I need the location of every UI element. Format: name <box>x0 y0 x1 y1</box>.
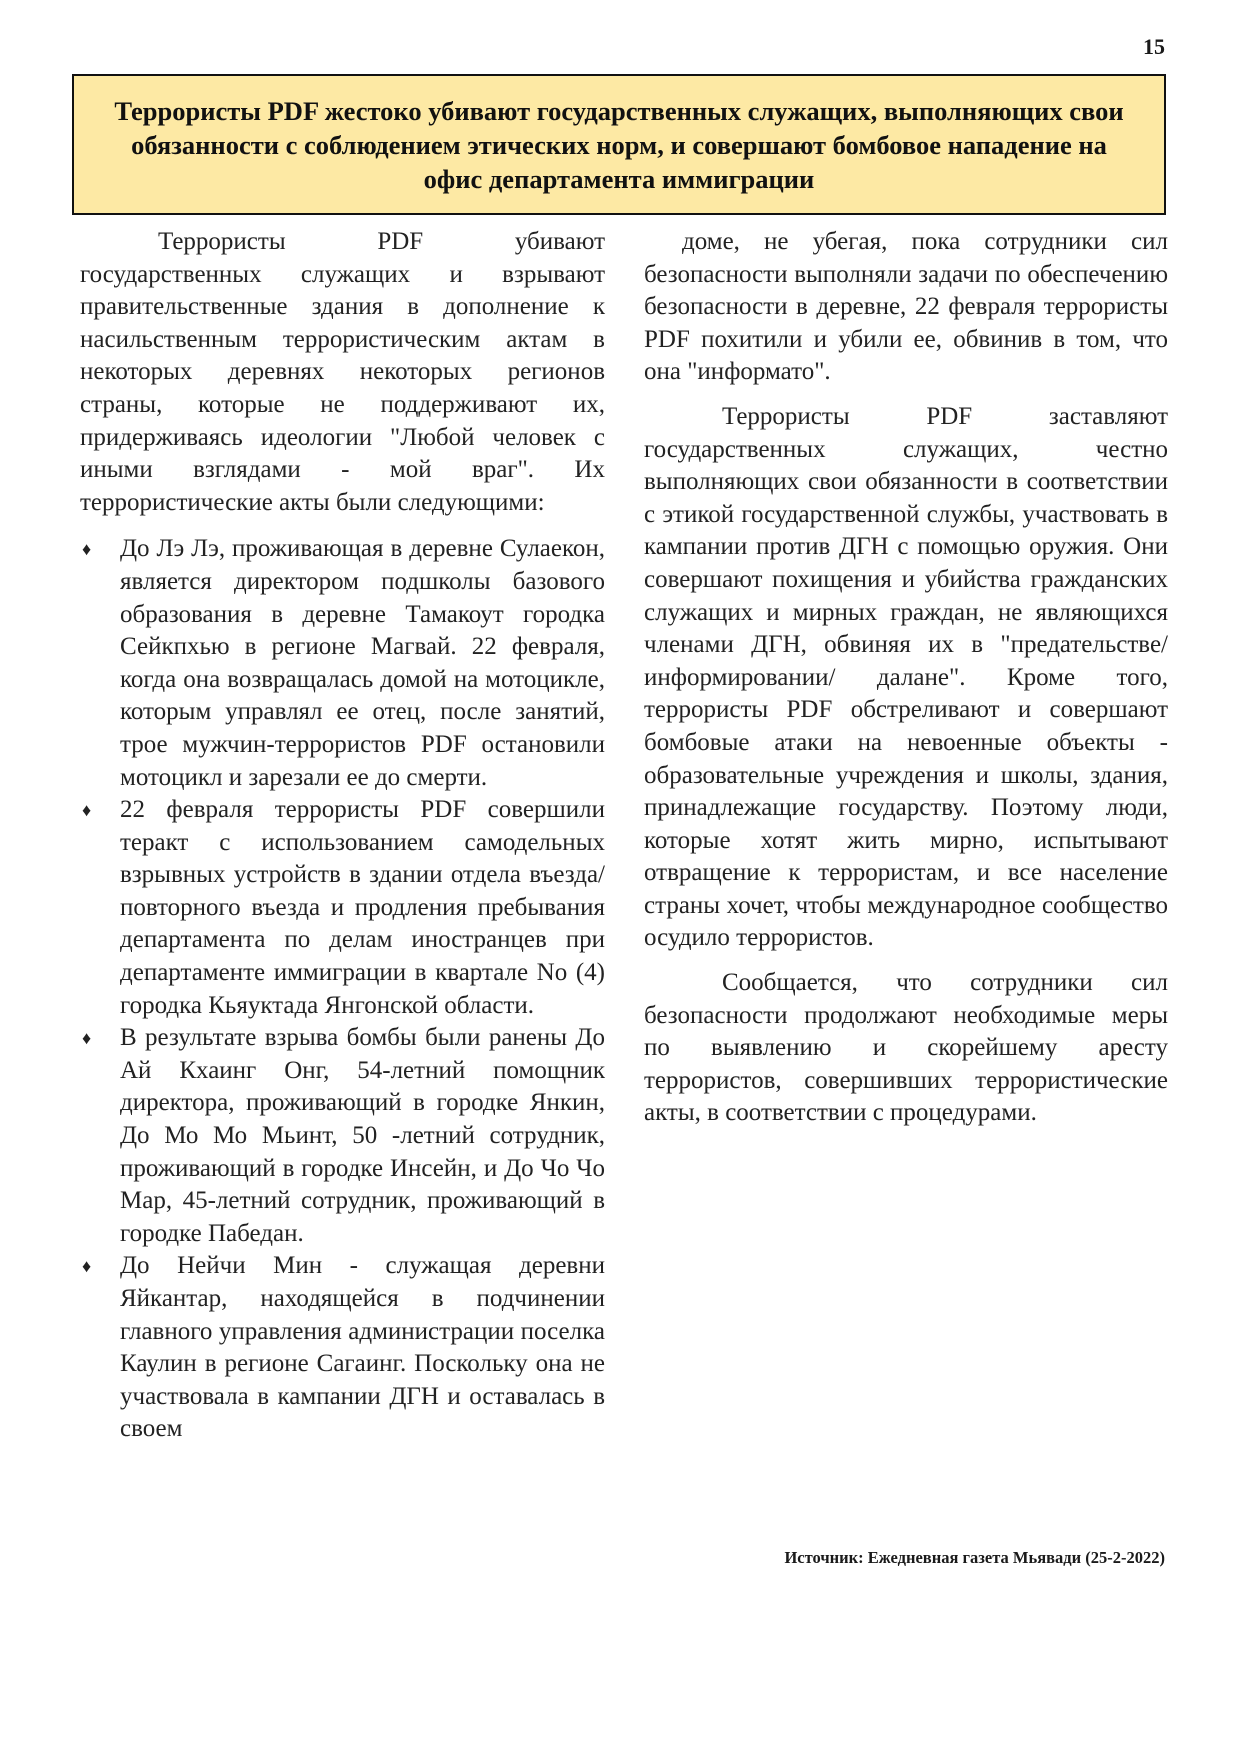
list-item <box>80 1022 605 1250</box>
page-number: 15 <box>1143 34 1165 59</box>
intro-paragraph: Террористы PDF убивают государственных служащих и взрывают правительственные здания в дополнение к насильственным террористическим актам в некоторых деревнях некоторых регионов страны, которые не поддерживают их, придерживаясь идеологии "Любой человек с иными взглядами - мой враг". Их террористические акты были следующими: <box>80 228 605 516</box>
list-item <box>80 794 605 1022</box>
diamond-bullet-icon: ♦ <box>82 1256 92 1277</box>
list-item-text: До Лэ Лэ, проживающая в деревне Сулаекон, является директором подшколы базового образования в деревне Тамакоут городка Сейкпхью в регионе Магвай. 22 февраля, когда она возвращалась домой на мотоцикле, которым управлял ее отец, после занятий, трое мужчин-террористов PDF остановили мотоцикл и зарезали ее до смерти. <box>120 535 605 791</box>
list-item <box>80 1250 605 1446</box>
body-paragraph: Сообщается, что сотрудники сил безопасности продолжают необходимые меры по выявлению и скорейшему аресту террористов, совершивших террористические акты, в соответствии с процедурами. <box>644 969 1168 1127</box>
incident-list <box>80 533 605 1446</box>
body-paragraph: Террористы PDF заставляют государственных служащих, честно выполняющих свои обязанности в соответствии с этикой государственной службы, участвовать в кампании против ДГН с помощью оружия. Они совершают похищения и убийства гражданских служащих и мирных граждан, не являющихся членами ДГН, обвиняя их в "предательстве/информировании/ далане". Кроме того, террористы PDF обстреливают и совершают бомбовые атаки на невоенные объекты - образовательные учреждения и школы, здания, принадлежащие государству. Поэтому люди, которые хотят жить мирно, испытывают отвращение к террористам, и все население страны хочет, чтобы международное сообщество осудило террористов. <box>644 402 1168 952</box>
left-column <box>80 226 605 1446</box>
list-item <box>80 533 605 794</box>
source-credit: Источник: Ежедневная газета Мьявади (25-2-2022) <box>784 1548 1165 1567</box>
list-item-text: До Нейчи Мин - служащая деревни Яйкантар, находящейся в подчинении главного управления администрации поселка Каулин в регионе Сагаинг. Поскольку она не участвовала в кампании ДГН и оставалась в своем <box>120 1252 605 1443</box>
diamond-bullet-icon: ♦ <box>82 539 92 560</box>
headline-box <box>72 74 1166 215</box>
right-column <box>644 226 1168 1142</box>
continuation-paragraph: доме, не убегая, пока сотрудники сил безопасности выполняли задачи по обеспечению безопасности в деревне, 22 февраля террористы PDF похитили и убили ее, обвинив в том, что она "информато". <box>644 228 1168 386</box>
list-item-text: В результате взрыва бомбы были ранены До Ай Кхаинг Онг, 54-летний помощник директора, проживающий в городке Янкин, До Мо Мо Мьинт, 50 -летний сотрудник, проживающий в городке Инсейн, и До Чо Чо Мар, 45-летний сотрудник, проживающий в городке Пабедан. <box>120 1024 605 1247</box>
headline: Террористы PDF жестоко убивают государственных служащих, выполняющих свои обязанности с соблюдением этических норм, и совершают бомбовое нападение на офис департамента иммиграции <box>114 95 1124 194</box>
diamond-bullet-icon: ♦ <box>82 1028 92 1049</box>
diamond-bullet-icon: ♦ <box>82 800 92 821</box>
list-item-text: 22 февраля террористы PDF совершили теракт с использованием самодельных взрывных устройств в здании отдела въезда/повторного въезда и продления пребывания департамента по делам иностранцев при департаменте иммиграции в квартале No (4) городка Кьяуктада Янгонской области. <box>120 796 605 1019</box>
